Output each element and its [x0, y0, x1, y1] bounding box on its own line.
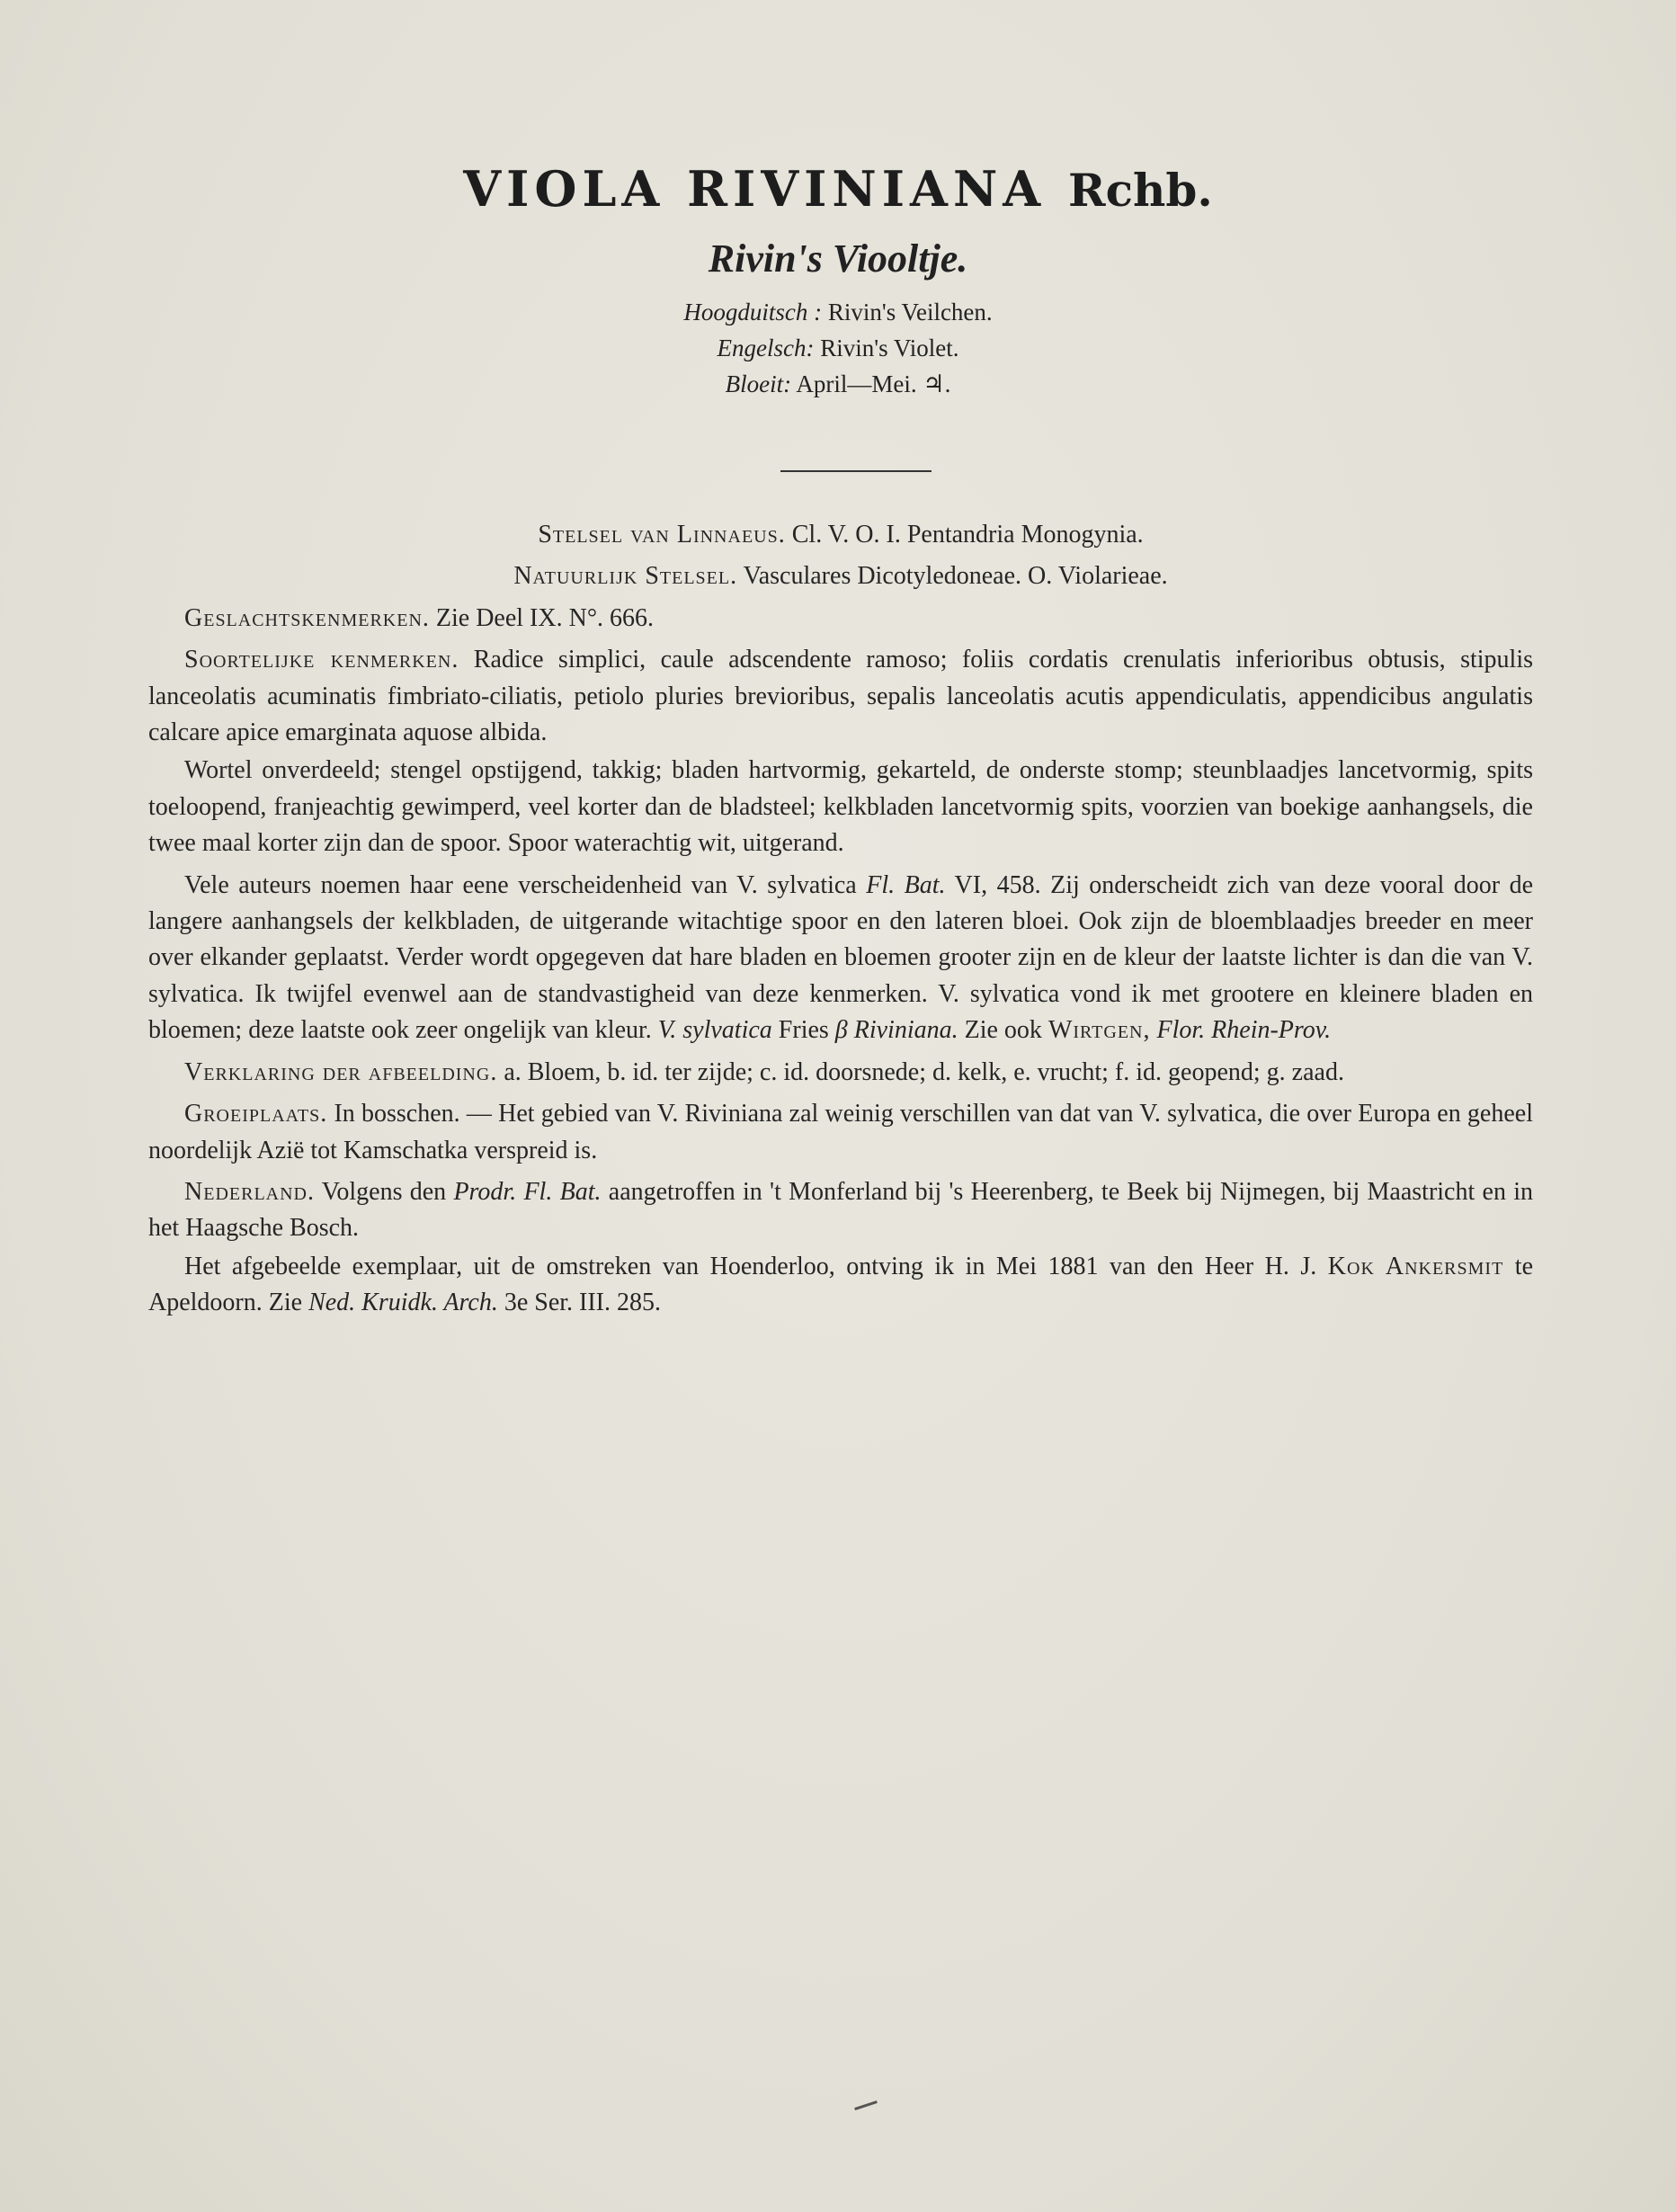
- figure-label: Verklaring der afbeelding.: [184, 1057, 498, 1086]
- specimen-text-2: te Apeldoorn. Zie: [148, 1252, 1534, 1317]
- remarks-ref-3: β Riviniana.: [834, 1016, 958, 1045]
- specimen-note: [148, 1249, 1533, 1322]
- flowering-value: April—Mei. ♃.: [796, 370, 951, 397]
- german-name-line: [0, 299, 1676, 326]
- species-text: Radice simplici, caule adscendente ramoso; foliis cordatis crenulatis inferioribus obtusis, stipulis lanceolatis acuminatis fimbriato-ciliatis, petiolo pluries brevioribus, sepalis lanceolatis acutis appendiculatis, appendicibus angulatis calcare apice emarginata aquose albida.: [148, 646, 1533, 747]
- specimen-author: Kok Ankersmit: [1327, 1252, 1504, 1280]
- netherlands-text-1: Volgens den: [321, 1177, 447, 1206]
- page-title: [0, 160, 1676, 218]
- linnaeus-line: [148, 517, 1533, 553]
- remarks-text-3: Fries: [778, 1016, 829, 1045]
- habitat: [148, 1096, 1533, 1169]
- genus-label: Geslachtskenmerken.: [184, 603, 430, 632]
- english-name-line: [0, 334, 1676, 362]
- natural-system-line: [148, 558, 1533, 594]
- german-label: Hoogduitsch :: [683, 299, 823, 326]
- divider: [780, 470, 932, 472]
- netherlands-distribution: [148, 1174, 1533, 1247]
- linnaeus-text: Cl. V. O. I. Pentandria Monogynia.: [791, 521, 1144, 549]
- dutch-name: Rivin's Viooltje.: [708, 236, 968, 281]
- specimen-ref: Ned. Kruidk. Arch.: [308, 1289, 498, 1317]
- habitat-text: In bosschen. — Het gebied van V. Riviniana zal weinig verschillen van dat van V. sylvatica, die over Europa en geheel noordelijk Azië tot Kamschatka verspreid is.: [148, 1100, 1533, 1164]
- flowering-label: Bloeit:: [725, 370, 792, 397]
- species-name: VIOLA RIVINIANA: [463, 160, 1047, 218]
- genus-text: Zie Deel IX. N°. 666.: [435, 603, 655, 632]
- remarks-text-2: VI, 458. Zij onderscheidt zich van deze vooral door de langere aanhangsels der kelkbladen, de uitgerande witachtige spoor en den lateren bloei. Ook zijn de bloemblaadjes breeder en meer over elkander geplaatst. Verder wordt opgegeven dat hare bladen en bloemen grooter zijn en de kleur der laatste lichter is dan die van V. sylvatica. Ik twijfel evenwel aan de standvastigheid van deze kenmerken. V. sylvatica vond ik met grootere en kleinere bladen en bloemen; deze laatste ook zeer ongelijk van kleur.: [148, 870, 1534, 1045]
- remarks-ref-4: Flor. Rhein-Prov.: [1156, 1016, 1332, 1045]
- german-value: Rivin's Veilchen.: [827, 299, 993, 326]
- english-label: Engelsch:: [717, 334, 815, 361]
- remarks-ref-1: Fl. Bat.: [866, 870, 946, 899]
- species-author: Rchb.: [1068, 164, 1213, 217]
- dutch-description: Wortel onverdeeld; stengel opstijgend, takkig; bladen hartvormig, gekarteld, de onderste stomp; steunblaadjes lancetvormig, spits toeloopend, franjeachtig gewimperd, veel korter dan de bladsteel; kelkbladen lancetvormig spits, voorzien van boekige aanhangsels, die twee maal korter zijn dan de spoor. Spoor waterachtig wit, uitgerand.: [148, 756, 1533, 858]
- flowering-line: [0, 370, 1676, 398]
- ink-mark: [854, 2101, 878, 2110]
- figure-text: a. Bloem, b. id. ter zijde; c. id. doorsnede; d. kelk, e. vrucht; f. id. geopend; g. zaad.: [504, 1057, 1344, 1086]
- specimen-text-3: 3e Ser. III. 285.: [504, 1289, 662, 1317]
- figure-explanation: [148, 1055, 1533, 1091]
- remarks-paragraph: [148, 868, 1533, 1049]
- english-value: Rivin's Violet.: [820, 334, 959, 361]
- remarks-text-1: Vele auteurs noemen haar eene verscheidenheid van V. sylvatica: [184, 870, 857, 899]
- netherlands-label: Nederland.: [184, 1177, 315, 1206]
- remarks-text-4: Zie ook: [964, 1016, 1042, 1045]
- genus-characters: [148, 601, 1533, 637]
- species-characters: [148, 642, 1533, 751]
- netherlands-ref: Prodr. Fl. Bat.: [453, 1177, 602, 1206]
- natural-system-text: Vasculares Dicotyledoneae. O. Violarieae.: [743, 562, 1168, 591]
- specimen-text-1: Het afgebeelde exemplaar, uit de omstreken van Hoenderloo, ontving ik in Mei 1881 van den Heer H. J.: [184, 1252, 1317, 1280]
- species-label: Soortelijke kenmerken.: [184, 646, 459, 674]
- linnaeus-label: Stelsel van Linnaeus.: [538, 521, 786, 549]
- habitat-label: Groeiplaats.: [184, 1100, 328, 1128]
- remarks-ref-2: V. sylvatica: [657, 1016, 772, 1045]
- description-body: [148, 517, 1533, 1327]
- natural-system-label: Natuurlijk Stelsel.: [513, 562, 738, 591]
- netherlands-text-2: aangetroffen in 't Monferland bij 's Heerenberg, te Beek bij Nijmegen, bij Maastricht en in het Haagsche Bosch.: [148, 1177, 1534, 1243]
- remarks-author: Wirtgen,: [1048, 1016, 1151, 1045]
